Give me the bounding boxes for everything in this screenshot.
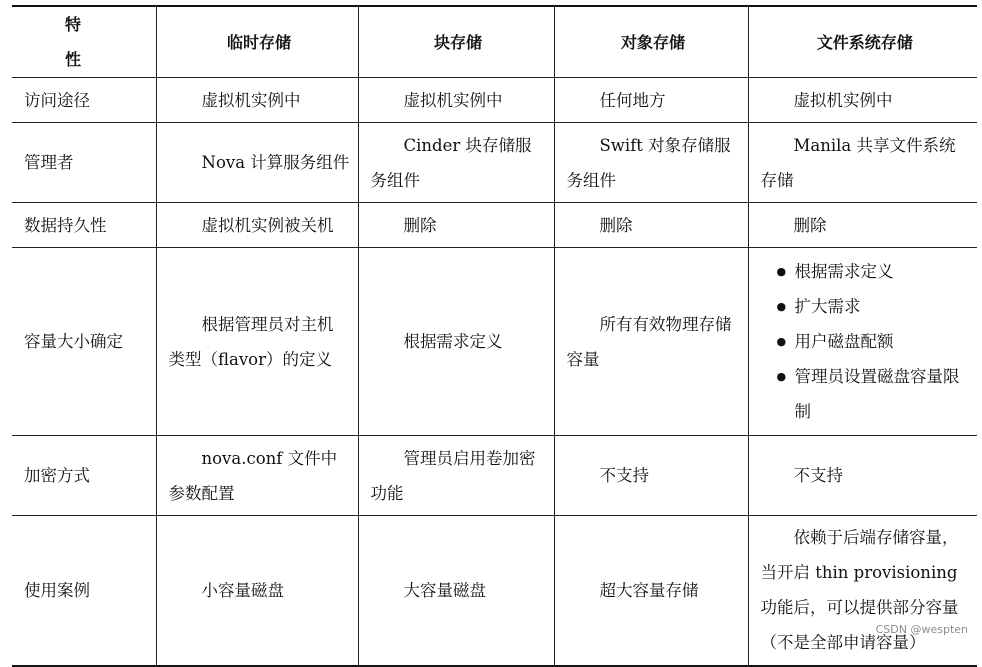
table-cell: Manila 共享文件系统存储 (748, 123, 977, 203)
table-cell: 超大容量存储 (554, 516, 748, 666)
table-cell: 管理员启用卷加密功能 (358, 436, 554, 516)
header-object: 对象存储 (554, 6, 748, 78)
table-cell: 不支持 (554, 436, 748, 516)
table-cell: 删除 (748, 203, 977, 248)
bullet-item: ● 管理员设置磁盘容量限制 (777, 359, 970, 429)
row-label: 容量大小确定 (12, 248, 156, 436)
table-cell: 虚拟机实例中 (156, 78, 358, 123)
table-cell: 大容量磁盘 (358, 516, 554, 666)
table-cell: Cinder 块存储服务组件 (358, 123, 554, 203)
table-cell: 不支持 (748, 436, 977, 516)
bullet-item: ● 用户磁盘配额 (777, 324, 970, 359)
table-cell: 任何地方 (554, 78, 748, 123)
bullet-item: ● 扩大需求 (777, 289, 970, 324)
row-label: 使用案例 (12, 516, 156, 666)
row-label: 访问途径 (12, 78, 156, 123)
row-label: 加密方式 (12, 436, 156, 516)
table-row (12, 123, 977, 203)
table-cell: 根据需求定义 (358, 248, 554, 436)
table-row (12, 516, 977, 666)
table-cell: 删除 (554, 203, 748, 248)
table-cell: 所有有效物理存储容量 (554, 248, 748, 436)
row-label: 数据持久性 (12, 203, 156, 248)
table-row (12, 436, 977, 516)
header-block: 块存储 (358, 6, 554, 78)
table-cell: 依赖于后端存储容量，当开启 thin provisioning 功能后，可以提供部分容量（不是全部申请容量） (748, 516, 977, 666)
header-row (12, 6, 977, 78)
table-cell: 根据管理员对主机类型（flavor）的定义 (156, 248, 358, 436)
table-row (12, 78, 977, 123)
header-file: 文件系统存储 (748, 6, 977, 78)
row-label: 管理者 (12, 123, 156, 203)
csdn-watermark: CSDN @wespten (875, 623, 968, 636)
bullet-cell (748, 248, 977, 436)
table-cell: 删除 (358, 203, 554, 248)
bullet-list (761, 254, 970, 429)
table-cell: Nova 计算服务组件 (156, 123, 358, 203)
table-cell: 小容量磁盘 (156, 516, 358, 666)
table-cell: Swift 对象存储服务组件 (554, 123, 748, 203)
table-cell: 虚拟机实例中 (358, 78, 554, 123)
storage-comparison-table-wrap (12, 5, 977, 653)
table-cell: 虚拟机实例中 (748, 78, 977, 123)
bullet-item: ● 根据需求定义 (777, 254, 970, 289)
table-row (12, 248, 977, 436)
header-property: 特 性 (12, 6, 156, 78)
storage-comparison-table (12, 5, 977, 667)
table-cell: 虚拟机实例被关机 (156, 203, 358, 248)
header-ephemeral: 临时存储 (156, 6, 358, 78)
table-cell: nova.conf 文件中参数配置 (156, 436, 358, 516)
table-row (12, 203, 977, 248)
